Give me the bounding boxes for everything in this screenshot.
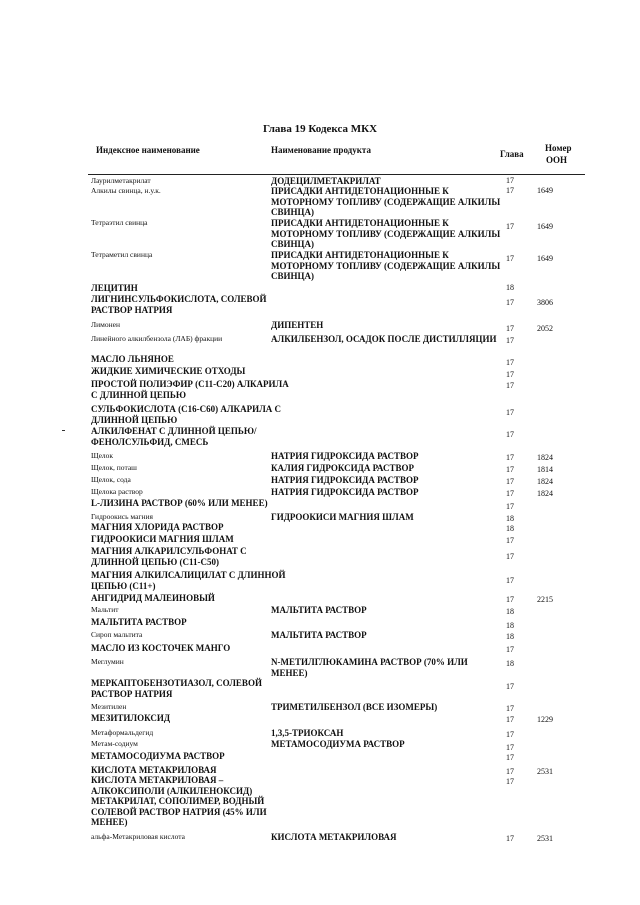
index-name-cell: МАГНИЯ АЛКАРИЛСУЛЬФОНАТ С ДЛИННОЙ ЦЕПЬЮ (C11-C50) <box>91 546 247 567</box>
index-name-cell: КИСЛОТА МЕТАКРИЛОВАЯ <box>91 765 217 775</box>
un-number-cell: 2052 <box>537 324 553 333</box>
chapter-cell: 17 <box>506 595 514 604</box>
chapter-cell: 17 <box>506 176 514 185</box>
margin-mark <box>62 430 65 431</box>
chapter-cell: 17 <box>506 222 514 231</box>
un-number-cell: 1229 <box>537 715 553 724</box>
chapter-cell: 17 <box>506 536 514 545</box>
page-title: Глава 19 Кодекса МКХ <box>262 123 378 135</box>
product-name-cell: НАТРИЯ ГИДРОКСИДА РАСТВОР <box>271 487 419 497</box>
un-number-cell: 1824 <box>537 453 553 462</box>
product-name-cell: МАЛЬТИТА РАСТВОР <box>271 630 367 640</box>
product-name-cell: КИСЛОТА МЕТАКРИЛОВАЯ <box>271 832 397 842</box>
chapter-cell: 17 <box>506 715 514 724</box>
chapter-cell: 17 <box>506 477 514 486</box>
index-name-cell: Алкилы свинца, н.у.к. <box>91 186 161 195</box>
index-name-cell: L-ЛИЗИНА РАСТВОР (60% ИЛИ МЕНЕЕ) <box>91 498 268 508</box>
index-name-cell: Щелок, сода <box>91 475 131 484</box>
product-name-cell: ДИПЕНТЕН <box>271 320 324 330</box>
index-name-cell: Гидроокись магния <box>91 512 153 521</box>
header-chapter: Глава <box>500 149 524 159</box>
chapter-cell: 18 <box>506 524 514 533</box>
chapter-cell: 17 <box>506 753 514 762</box>
index-name-cell: МАГНИЯ ХЛОРИДА РАСТВОР <box>91 522 224 532</box>
index-name-cell: Мезитилен <box>91 702 127 711</box>
chapter-cell: 18 <box>506 621 514 630</box>
chapter-cell: 17 <box>506 430 514 439</box>
index-name-cell: ПРОСТОЙ ПОЛИЭФИР (C11-C20) АЛКАРИЛА С ДЛИННОЙ ЦЕПЬЮ <box>91 379 289 400</box>
chapter-cell: 17 <box>506 834 514 843</box>
product-name-cell: НАТРИЯ ГИДРОКСИДА РАСТВОР <box>271 475 419 485</box>
chapter-cell: 17 <box>506 645 514 654</box>
header-un-number-line1: Номер <box>545 143 572 153</box>
chapter-cell: 17 <box>506 324 514 333</box>
index-name-cell: ГИДРООКИСИ МАГНИЯ ШЛАМ <box>91 534 234 544</box>
product-name-cell: N-МЕТИЛГЛЮКАМИНА РАСТВОР (70% ИЛИ МЕНЕЕ) <box>271 657 468 678</box>
product-name-cell: НАТРИЯ ГИДРОКСИДА РАСТВОР <box>271 451 419 461</box>
index-name-cell: Щелока раствор <box>91 487 143 496</box>
index-name-cell: ЛИГНИНСУЛЬФОКИСЛОТА, СОЛЕВОЙ РАСТВОР НАТРИЯ <box>91 294 267 315</box>
product-name-cell: ПРИСАДКИ АНТИДЕТОНАЦИОННЫЕ К МОТОРНОМУ ТОПЛИВУ (СОДЕРЖАЩИЕ АЛКИЛЫ СВИНЦА) <box>271 186 501 218</box>
chapter-cell: 17 <box>506 298 514 307</box>
index-name-cell: МАСЛО ИЗ КОСТОЧЕК МАНГО <box>91 643 231 653</box>
index-name-cell: Тетраметил свинца <box>91 250 153 259</box>
chapter-cell: 17 <box>506 370 514 379</box>
index-name-cell: МЕТАМОСОДИУМА РАСТВОР <box>91 751 225 761</box>
chapter-cell: 17 <box>506 336 514 345</box>
index-name-cell: МАСЛО ЛЬНЯНОЕ <box>91 354 174 364</box>
index-name-cell: ЖИДКИЕ ХИМИЧЕСКИЕ ОТХОДЫ <box>91 366 246 376</box>
product-name-cell: ТРИМЕТИЛБЕНЗОЛ (ВСЕ ИЗОМЕРЫ) <box>271 702 438 712</box>
index-name-cell: Меглумин <box>91 657 124 666</box>
un-number-cell: 1649 <box>537 222 553 231</box>
un-number-cell: 1824 <box>537 477 553 486</box>
un-number-cell: 2531 <box>537 834 553 843</box>
un-number-cell: 2215 <box>537 595 553 604</box>
chapter-cell: 18 <box>506 607 514 616</box>
index-name-cell: АНГИДРИД МАЛЕИНОВЫЙ <box>91 593 215 603</box>
product-name-cell: МЕТАМОСОДИУМА РАСТВОР <box>271 739 405 749</box>
index-name-cell: Лимонен <box>91 320 120 329</box>
chapter-cell: 17 <box>506 777 514 786</box>
index-name-cell: альфа-Метакриловая кислота <box>91 832 185 841</box>
product-name-cell: ПРИСАДКИ АНТИДЕТОНАЦИОННЫЕ К МОТОРНОМУ ТОПЛИВУ (СОДЕРЖАЩИЕ АЛКИЛЫ СВИНЦА) <box>271 218 501 250</box>
chapter-cell: 17 <box>506 408 514 417</box>
chapter-cell: 17 <box>506 465 514 474</box>
product-name-cell: АЛКИЛБЕНЗОЛ, ОСАДОК ПОСЛЕ ДИСТИЛЛЯЦИИ <box>271 334 497 344</box>
un-number-cell: 1649 <box>537 254 553 263</box>
chapter-cell: 17 <box>506 358 514 367</box>
chapter-cell: 17 <box>506 682 514 691</box>
index-name-cell: МАГНИЯ АЛКИЛСАЛИЦИЛАТ С ДЛИННОЙ ЦЕПЬЮ (C11+) <box>91 570 286 591</box>
product-name-cell: ПРИСАДКИ АНТИДЕТОНАЦИОННЫЕ К МОТОРНОМУ ТОПЛИВУ (СОДЕРЖАЩИЕ АЛКИЛЫ СВИНЦА) <box>271 250 501 282</box>
index-name-cell: МЕЗИТИЛОКСИД <box>91 713 171 723</box>
index-name-cell: Лаурилметакрилат <box>91 176 151 185</box>
header-rule <box>88 174 585 175</box>
index-name-cell: Щелок, поташ <box>91 463 137 472</box>
table-header <box>0 145 640 175</box>
chapter-cell: 17 <box>506 704 514 713</box>
index-name-cell: АЛКИЛФЕНАТ С ДЛИННОЙ ЦЕПЬЮ/ФЕНОЛСУЛЬФИД, СМЕСЬ <box>91 426 257 447</box>
chapter-cell: 17 <box>506 576 514 585</box>
index-name-cell: Метам-содиум <box>91 739 138 748</box>
index-name-cell: МЕРКАПТОБЕНЗОТИАЗОЛ, СОЛЕВОЙ РАСТВОР НАТРИЯ <box>91 678 262 699</box>
chapter-cell: 17 <box>506 381 514 390</box>
index-name-cell: МАЛЬТИТА РАСТВОР <box>91 617 187 627</box>
header-un-number-line2: ООН <box>546 155 568 165</box>
un-number-cell: 3806 <box>537 298 553 307</box>
product-name-cell: МАЛЬТИТА РАСТВОР <box>271 605 367 615</box>
header-index-name: Индексное наименование <box>96 145 200 155</box>
chapter-cell: 17 <box>506 552 514 561</box>
chapter-cell: 17 <box>506 767 514 776</box>
index-name-cell: СУЛЬФОКИСЛОТА (C16-C60) АЛКАРИЛА С ДЛИННОЙ ЦЕПЬЮ <box>91 404 282 425</box>
chapter-cell: 17 <box>506 743 514 752</box>
index-name-cell: Щелок <box>91 451 114 460</box>
chapter-cell: 18 <box>506 632 514 641</box>
index-name-cell: Тетраэтил свинца <box>91 218 148 227</box>
chapter-cell: 18 <box>506 659 514 668</box>
un-number-cell: 1814 <box>537 465 553 474</box>
index-name-cell: ЛЕЦИТИН <box>91 283 138 293</box>
chapter-cell: 17 <box>506 254 514 263</box>
index-name-cell: Сироп мальтита <box>91 630 143 639</box>
index-name-cell: Метаформальдегид <box>91 728 154 737</box>
index-name-cell: КИСЛОТА МЕТАКРИЛОВАЯ – АЛКОКСИПОЛИ (АЛКИЛЕНОКСИД) МЕТАКРИЛАТ, СОПОЛИМЕР, ВОДНЫЙ СОЛЕВОЙ РАСТВОР НАТРИЯ (45% ИЛИ МЕНЕЕ) <box>91 775 267 828</box>
product-name-cell: 1,3,5-ТРИОКСАН <box>271 728 344 738</box>
chapter-cell: 17 <box>506 730 514 739</box>
chapter-cell: 17 <box>506 489 514 498</box>
chapter-cell: 17 <box>506 186 514 195</box>
index-name-cell: Мальтит <box>91 605 119 614</box>
product-name-cell: ГИДРООКИСИ МАГНИЯ ШЛАМ <box>271 512 414 522</box>
un-number-cell: 1649 <box>537 186 553 195</box>
index-name-cell: Линейного алкилбензола (ЛАБ) фракции <box>91 334 223 343</box>
chapter-cell: 17 <box>506 502 514 511</box>
product-name-cell: КАЛИЯ ГИДРОКСИДА РАСТВОР <box>271 463 414 473</box>
un-number-cell: 2531 <box>537 767 553 776</box>
product-name-cell: ДОДЕЦИЛМЕТАКРИЛАТ <box>271 176 381 186</box>
chapter-cell: 18 <box>506 514 514 523</box>
chapter-cell: 18 <box>506 283 514 292</box>
header-product-name: Наименование продукта <box>271 145 371 155</box>
chapter-cell: 17 <box>506 453 514 462</box>
un-number-cell: 1824 <box>537 489 553 498</box>
